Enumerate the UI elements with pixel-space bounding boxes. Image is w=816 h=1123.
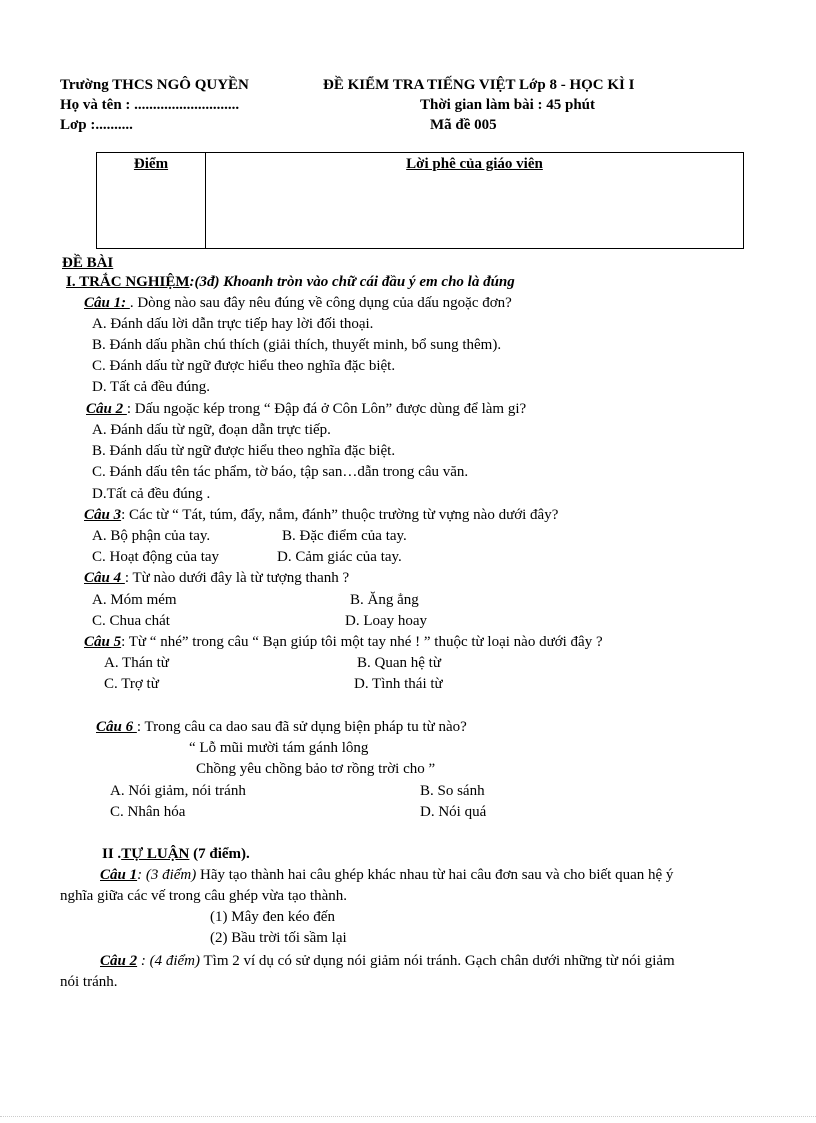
essay-sentence-2: (2) Bầu trời tối sầm lại [210, 930, 347, 946]
q1-option-b: B. Đánh dấu phần chú thích (giải thích, thuyết minh, bổ sung thêm). [92, 337, 502, 353]
q4-option-d: D. Loay hoay [345, 613, 428, 629]
question-text: : Các từ “ Tát, túm, đẩy, nắm, đánh” thuộc trường từ vựng nào dưới đây? [121, 507, 559, 523]
question-text: Tìm 2 ví dụ có sử dụng nói giảm nói tránh. Gạch chân dưới những từ nói giảm [200, 953, 675, 969]
teacher-comment-header: Lời phê của giáo viên [406, 156, 543, 172]
question-label: Câu 2 [100, 953, 138, 969]
question-text: : Trong câu ca dao sau đã sử dụng biện pháp tu từ nào? [136, 719, 467, 735]
part2-title: TỰ LUẬN [121, 846, 190, 862]
essay-sentence-1: (1) Mây đen kéo đến [210, 909, 335, 925]
question-2 [86, 400, 526, 418]
essay-question-1 [100, 866, 673, 884]
q6-verse-line-1: “ Lỗ mũi mười tám gánh lông [189, 740, 369, 756]
question-points: : (3 điểm) [137, 867, 197, 883]
question-label: Câu 5 [84, 634, 122, 650]
question-text: : Dấu ngoặc kép trong “ Đập đá ở Côn Lôn” được dùng để làm gi? [126, 401, 527, 417]
question-points: : (4 điểm) [137, 953, 201, 969]
q6-verse-line-2: Chồng yêu chồng bảo tơ rồng trời cho ” [196, 761, 436, 777]
part2-prefix: II . [102, 846, 122, 862]
q1-option-c: C. Đánh dấu từ ngữ được hiểu theo nghĩa đặc biệt. [92, 358, 396, 374]
essay-question-2 [100, 952, 675, 970]
question-text: : Từ nào dưới đây là từ tượng thanh ? [124, 570, 350, 586]
question-label: Câu 3 [84, 507, 122, 523]
exam-section-heading: ĐỀ BÀI [62, 255, 114, 271]
q1-option-a: A. Đánh dấu lời dẫn trực tiếp hay lời đối thoại. [92, 316, 374, 332]
q1-option-d: D. Tất cả đều đúng. [92, 379, 211, 395]
essay-question-1-cont: nghĩa giữa các vế trong câu ghép vừa tạo thành. [60, 888, 347, 904]
exam-time: Thời gian làm bài : 45 phút [420, 97, 596, 113]
question-label: Câu 1 [100, 867, 138, 883]
q5-option-b: B. Quan hệ từ [357, 655, 441, 671]
part1-heading [66, 273, 515, 291]
q3-option-d: D. Cảm giác của tay. [277, 549, 402, 565]
part1-title: I. TRẮC NGHIỆM [66, 274, 190, 290]
question-6 [96, 718, 467, 736]
part2-heading [102, 845, 250, 863]
question-4 [84, 569, 349, 587]
q6-option-c: C. Nhân hóa [110, 804, 186, 820]
student-name-line: Họ và tên : ............................ [60, 97, 240, 113]
q2-option-a: A. Đánh dấu từ ngữ, đoạn dẫn trực tiếp. [92, 422, 331, 438]
q6-option-b: B. So sánh [420, 783, 485, 799]
question-3 [84, 506, 558, 524]
q5-option-c: C. Trợ từ [104, 676, 159, 692]
question-text: Hãy tạo thành hai câu ghép khác nhau từ hai câu đơn sau và cho biết quan hệ ý [196, 867, 674, 883]
exam-code: Mã đề 005 [430, 117, 497, 133]
q3-option-a: A. Bộ phận của tay. [92, 528, 211, 544]
question-label: Câu 4 [84, 570, 125, 586]
essay-question-2-cont: nói tránh. [60, 974, 118, 990]
q2-option-c: C. Đánh dấu tên tác phẩm, tờ báo, tập san…dẫn trong câu văn. [92, 464, 469, 480]
question-label: Câu 6 [96, 719, 137, 735]
class-line: Lơp :.......... [60, 117, 133, 133]
question-5 [84, 633, 603, 651]
part1-instruction: :(3đ) Khoanh tròn vào chữ cái đầu ý em cho là đúng [189, 274, 515, 290]
q5-option-a: A. Thán từ [104, 655, 169, 671]
q4-option-c: C. Chua chát [92, 613, 170, 629]
q4-option-b: B. Ăng ẳng [350, 592, 419, 608]
question-1 [84, 294, 512, 312]
q4-option-a: A. Móm mém [92, 592, 177, 608]
q2-option-d: D.Tất cả đều đúng . [92, 486, 211, 502]
q5-option-d: D. Tình thái từ [354, 676, 443, 692]
q6-option-d: D. Nói quá [420, 804, 487, 820]
question-label: Câu 1: [84, 295, 130, 311]
q2-option-b: B. Đánh dấu từ ngữ được hiểu theo nghĩa đặc biệt. [92, 443, 396, 459]
exam-title: ĐỀ KIỂM TRA TIẾNG VIỆT Lớp 8 - HỌC KÌ I [323, 77, 635, 93]
school-name: Trường THCS NGÔ QUYỀN [60, 77, 249, 93]
question-text: . Dòng nào sau đây nêu đúng về công dụng của dấu ngoặc đơn? [129, 295, 512, 311]
question-text: : Từ “ nhé” trong câu “ Bạn giúp tôi một tay nhé ! ” thuộc từ loại nào dưới đây ? [121, 634, 603, 650]
question-label: Câu 2 [86, 401, 127, 417]
score-header: Điểm [133, 156, 169, 172]
page-bottom-rule [0, 1116, 816, 1117]
q3-option-b: B. Đặc điểm của tay. [282, 528, 407, 544]
q6-option-a: A. Nói giảm, nói tránh [110, 783, 246, 799]
q3-option-c: C. Hoạt động của tay [92, 549, 220, 565]
part2-points: (7 điểm). [189, 846, 250, 862]
score-comment-table [96, 152, 744, 249]
